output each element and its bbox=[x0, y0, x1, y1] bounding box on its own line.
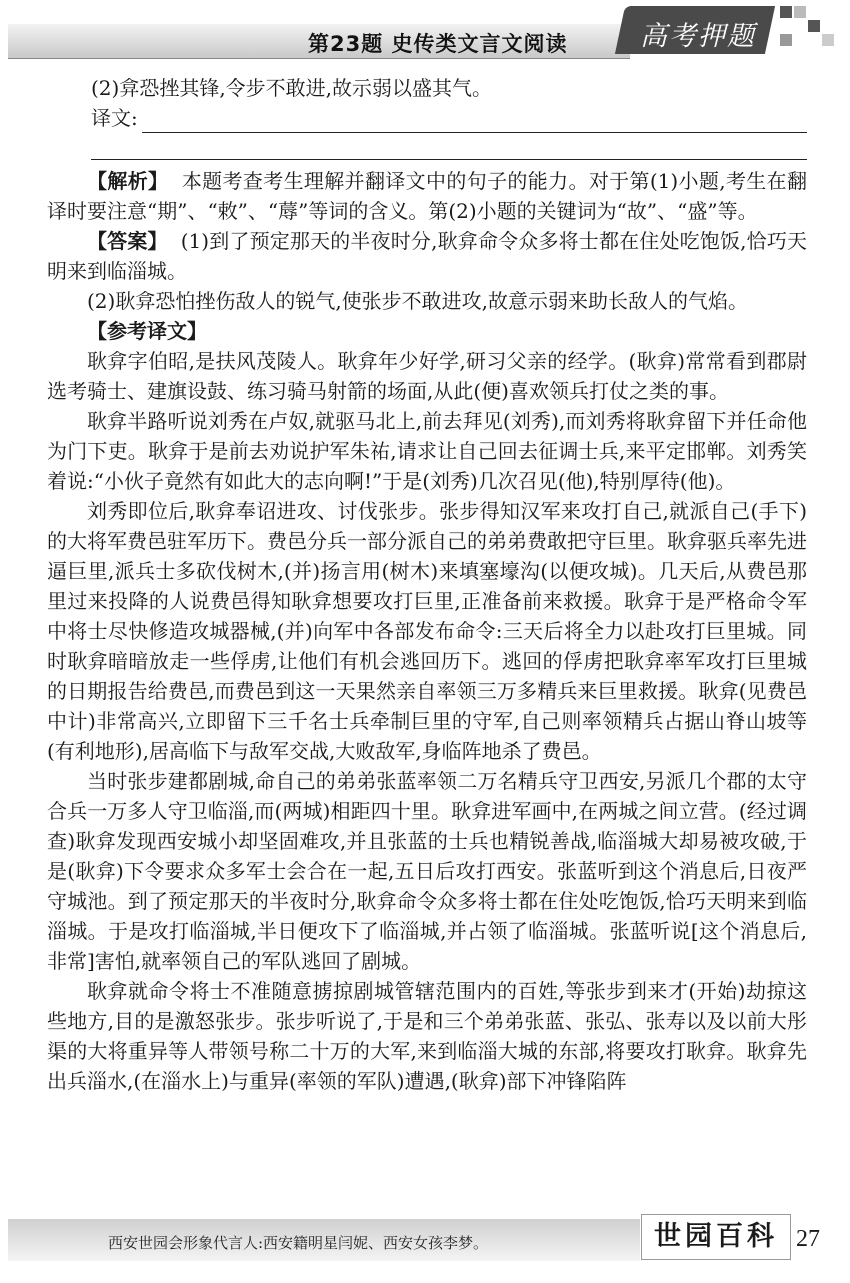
footer-caption: 西安世园会形象代言人:西安籍明星闫妮、西安女孩李梦。 bbox=[108, 1234, 489, 1252]
answer-line bbox=[142, 110, 807, 133]
answer-1: (1)到了预定那天的半夜时分,耿弇命令众多将士都在住处吃饱饭,恰巧天明来到临淄城。 bbox=[47, 229, 808, 283]
analysis-label: 【解析】 bbox=[87, 169, 169, 193]
analysis-paragraph bbox=[47, 166, 807, 226]
analysis-text: 本题考查考生理解并翻译文中的句子的能力。对于第(1)小题,考生在翻译时要注意“期”、“敕”、“蓐”等词的含义。第(2)小题的关键词为“故”、“盛”等。 bbox=[47, 169, 808, 223]
decor-square bbox=[808, 20, 820, 32]
reference-paragraph: 当时张步建都剧城,命自己的弟弟张蓝率领二万名精兵守卫西安,另派几个郡的太守合兵一万多人守卫临淄,而(两城)相距四十里。耿弇进军画中,在两城之间立营。(经过调查)耿弇发现西安城小却坚固难攻,并且张蓝的士兵也精锐善战,临淄城大却易被攻破,于是(耿弇)下令要求众多军士会合在一起,五日后攻打西安。张蓝听到这个消息后,日夜严守城池。到了预定那天的半夜时分,耿弇命令众多将士都在住处吃饱饭,恰巧天明来到临淄城。于是攻打临淄城,半日便攻下了临淄城,并占领了临淄城。张蓝听说[这个消息后,非常]害怕,就率领自己的军队逃回了剧城。 bbox=[47, 769, 807, 973]
answer-2: (2)耿弇恐怕挫伤敌人的锐气,使张步不敢进攻,故意示弱来助长敌人的气焰。 bbox=[87, 289, 749, 313]
decor-square bbox=[794, 6, 806, 18]
footer-logo: 世园百科 bbox=[641, 1214, 791, 1260]
reference-paragraph: 耿弇就命令将士不准随意掳掠剧城管辖范围内的百姓,等张步到来才(开始)劫掠这些地方,目的是激怒张步。张步听说了,于是和三个弟弟张蓝、张弘、张寿以及以前大彤渠的大将重异等人带领号称二十万的大军,来到临淄大城的东部,将要攻打耿弇。耿弇先出兵淄水,(在淄水上)与重异(率领的军队)遭遇,(耿弇)部下冲锋陷阵 bbox=[47, 979, 807, 1093]
answer-paragraph bbox=[47, 226, 807, 286]
decor-square bbox=[780, 34, 792, 46]
answer-label: 【答案】 bbox=[87, 229, 168, 253]
reference-paragraph: 耿弇半路听说刘秀在卢奴,就驱马北上,前去拜见(刘秀),而刘秀将耿弇留下并任命他为门下吏。耿弇于是前去劝说护军朱祐,请求让自己回去征调士兵,来平定邯郸。刘秀笑着说:“小伙子竟然有如此大的志向啊!”于是(刘秀)几次召见(他),特别厚待(他)。 bbox=[47, 409, 807, 493]
decor-square bbox=[780, 6, 792, 18]
section-title: 第23题 史传类文言文阅读 bbox=[308, 32, 568, 56]
reference-paragraph: 耿弇字伯昭,是扶风茂陵人。耿弇年少好学,研习父亲的经学。(耿弇)常常看到郡尉选考骑士、建旗设鼓、练习骑马射箭的场面,从此(便)喜欢领兵打仗之类的事。 bbox=[47, 349, 807, 403]
decor-square bbox=[822, 34, 834, 46]
page-body bbox=[47, 73, 807, 1096]
translation-label: 译文: bbox=[91, 106, 138, 130]
header-badge-label: 高考押题 bbox=[640, 21, 756, 52]
question-2: (2)弇恐挫其锋,令步不敢进,故示弱以盛其气。 bbox=[91, 76, 493, 100]
translation-row bbox=[47, 103, 807, 133]
reference-paragraph: 刘秀即位后,耿弇奉诏进攻、讨伐张步。张步得知汉军来攻打自己,就派自己(手下)的大将军费邑驻军历下。费邑分兵一部分派自己的弟弟费敢把守巨里。耿弇驱兵率先进逼巨里,派兵士多砍伐树木,(并)扬言用(树木)来填塞壕沟(以便攻城)。几天后,从费邑那里过来投降的人说费邑得知耿弇想要攻打巨里,正准备前来救援。耿弇于是严格命令军中将士尽快修造攻城器械,(并)向军中各部发布命令:三天后将全力以赴攻打巨里城。同时耿弇暗暗放走一些俘虏,让他们有机会逃回历下。逃回的俘虏把耿弇率军攻打巨里城的日期报告给费邑,而费邑到这一天果然亲自率领三万多精兵来巨里救援。耿弇(见费邑中计)非常高兴,立即留下三千名士兵牵制巨里的守军,自己则率领精兵占据山脊山坡等(有利地形),居高临下与敌军交战,大败敌军,身临阵地杀了费邑。 bbox=[47, 499, 807, 763]
answer-line bbox=[91, 133, 807, 160]
page-number: 27 bbox=[796, 1226, 820, 1252]
reference-label: 【参考译文】 bbox=[87, 319, 207, 343]
